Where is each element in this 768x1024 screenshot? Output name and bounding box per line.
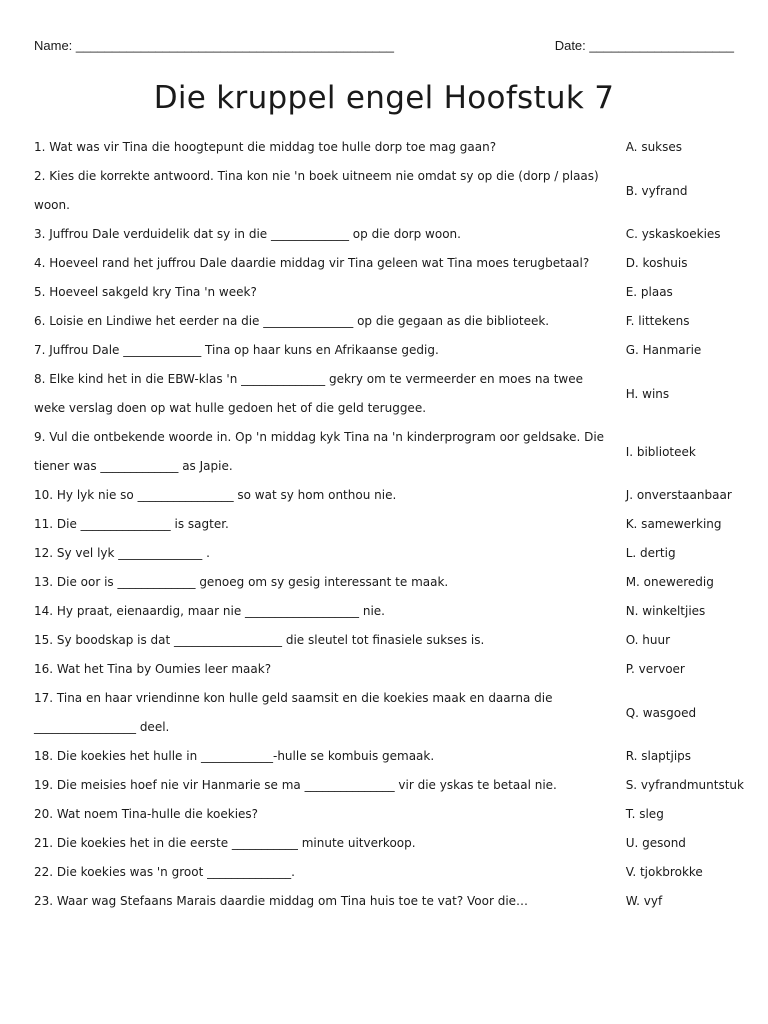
question-text: 18. Die koekies het hulle in ____________-hulle se kombuis gemaak. [34,749,435,763]
question-row [34,481,744,510]
question-text: 10. Hy lyk nie so ________________ so wat sy hom onthou nie. [34,488,397,502]
question-row [34,220,744,249]
question-row [34,829,744,858]
worksheet-header [34,38,734,53]
question-text: 9. Vul die ontbekende woorde in. Op 'n middag kyk Tina na 'n kinderprogram oor geldsake. Die tiener was _____________ as Japie. [34,430,608,473]
answer-option: B. vyfrand [625,183,688,198]
question-row [34,539,744,568]
answer-option: T. sleg [625,807,664,821]
question-row [34,684,744,742]
question-row [34,771,744,800]
question-row [34,510,744,539]
answer-option: S. vyfrandmuntstuk [625,778,744,792]
answer-option: Q. wasgoed [625,705,697,720]
question-list [34,133,744,916]
question-row [34,742,744,771]
page-title: Die kruppel engel Hoofstuk 7 [153,80,615,116]
question-row [34,887,744,916]
question-row [34,626,744,655]
question-row [34,133,744,162]
answer-option: P. vervoer [625,662,685,676]
answer-option: N. winkeltjies [625,604,706,618]
answer-option: W. vyf [625,894,663,908]
question-text: 11. Die _______________ is sagter. [34,517,229,531]
question-text: 13. Die oor is _____________ genoeg om sy gesig interessant te maak. [34,575,449,589]
answer-option: O. huur [625,633,671,647]
answer-option: F. littekens [625,314,690,328]
question-row [34,423,744,481]
question-text: 15. Sy boodskap is dat __________________ die sleutel tot finasiele sukses is. [34,633,485,647]
name-field-label: Name: ____________________________________________ [34,38,395,53]
question-text: 16. Wat het Tina by Oumies leer maak? [34,662,272,676]
question-text: 6. Loisie en Lindiwe het eerder na die _______________ op die gegaan as die biblioteek. [34,314,550,328]
question-text: 23. Waar wag Stefaans Marais daardie middag om Tina huis toe te vat? Voor die… [34,894,529,908]
answer-option: V. tjokbrokke [625,865,703,879]
question-text: 7. Juffrou Dale _____________ Tina op haar kuns en Afrikaanse gedig. [34,343,439,357]
question-row [34,858,744,887]
answer-option: E. plaas [625,285,673,299]
question-row [34,568,744,597]
answer-option: A. sukses [625,140,683,154]
answer-option: M. oneweredig [625,575,714,589]
answer-option: U. gesond [625,836,686,850]
question-text: 20. Wat noem Tina-hulle die koekies? [34,807,259,821]
answer-option: H. wins [625,386,670,401]
question-text: 12. Sy vel lyk ______________ . [34,546,210,560]
question-text: 19. Die meisies hoef nie vir Hanmarie se ma _______________ vir die yskas te betaal nie. [34,778,557,792]
answer-option: K. samewerking [625,517,722,531]
answer-option: I. biblioteek [625,444,696,459]
question-text: 4. Hoeveel rand het juffrou Dale daardie middag vir Tina geleen wat Tina moes terugbetaal? [34,256,590,270]
question-row [34,336,744,365]
question-row [34,162,744,220]
question-text: 3. Juffrou Dale verduidelik dat sy in die _____________ op die dorp woon. [34,227,461,241]
question-row [34,800,744,829]
answer-option: L. dertig [625,546,676,560]
question-text: 5. Hoeveel sakgeld kry Tina 'n week? [34,285,257,299]
answer-option: C. yskaskoekies [625,227,721,241]
question-row [34,278,744,307]
answer-option: D. koshuis [625,256,688,270]
date-field-label: Date: ____________________ [554,38,734,53]
question-row [34,655,744,684]
question-text: 1. Wat was vir Tina die hoogtepunt die middag toe hulle dorp toe mag gaan? [34,140,497,154]
question-text: 22. Die koekies was 'n groot ______________. [34,865,295,879]
answer-option: J. onverstaanbaar [625,488,732,502]
question-row [34,249,744,278]
answer-option: R. slaptjips [625,749,692,763]
question-row [34,307,744,336]
question-text: 8. Elke kind het in die EBW-klas 'n ______________ gekry om te vermeerder en moes na twee weke verslag doen op wat hulle gedoen het of die geld teruggee. [34,372,587,415]
question-text: 2. Kies die korrekte antwoord. Tina kon nie 'n boek uitneem nie omdat sy op die (dorp / plaas) woon. [34,169,603,212]
answer-option: G. Hanmarie [625,343,702,357]
question-text: 21. Die koekies het in die eerste ___________ minute uitverkoop. [34,836,416,850]
question-row [34,597,744,626]
question-text: 17. Tina en haar vriendinne kon hulle geld saamsit en die koekies maak en daarna die _________________ deel. [34,691,557,734]
question-text: 14. Hy praat, eienaardig, maar nie ___________________ nie. [34,604,385,618]
question-row [34,365,744,423]
